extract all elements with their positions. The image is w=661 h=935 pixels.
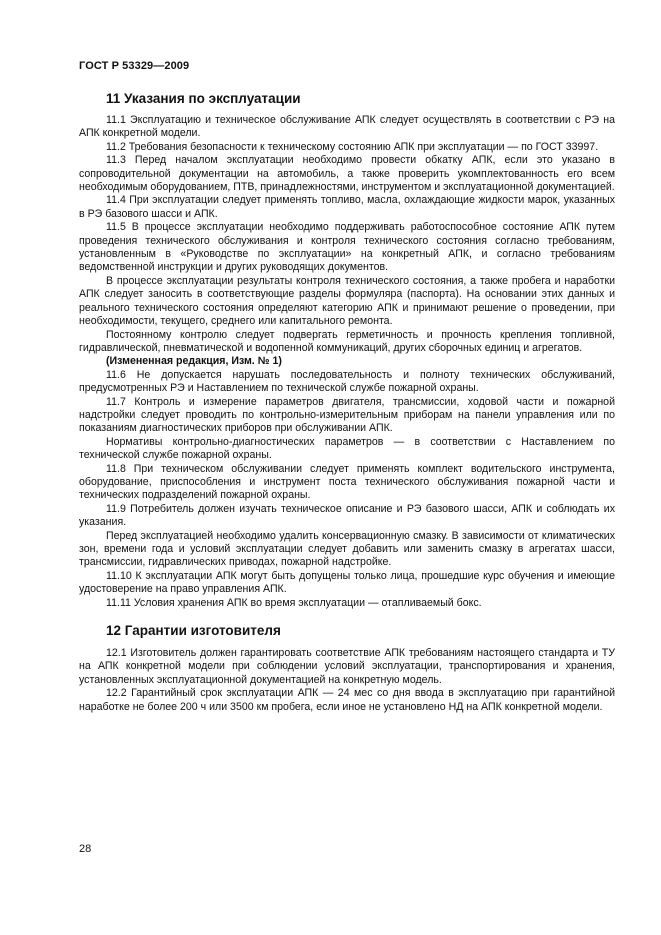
paragraph-11-6: 11.6 Не допускается нарушать последовательность и полноту технических обслуживаний, предусмотренных РЭ и Наставлением по технической службе пожарной охраны. <box>79 368 615 395</box>
paragraph-11-2: 11.2 Требования безопасности к техническому состоянию АПК при эксплуатации — по ГОСТ 33997. <box>106 140 599 153</box>
paragraph-11-9: 11.9 Потребитель должен изучать техническое описание и РЭ базового шасси, АПК и соблюдать их указания. <box>79 502 615 529</box>
paragraph-11-9-lubricant: Перед эксплуатацией необходимо удалить консервационную смазку. В зависимости от климатических зон, времени года и условий эксплуатации следует добавить или заменить смазку в агрегатах шасси, трансмиссии, гидравлических приводах, пожарной надстройке. <box>79 529 615 569</box>
paragraph-11-4: 11.4 При эксплуатации следует применять топливо, масла, охлаждающие жидкости марок, указанных в РЭ базового шасси и АПК. <box>79 194 615 220</box>
paragraph-11-7: 11.7 Контроль и измерение параметров двигателя, трансмиссии, ходовой части и пожарной надстройки следует проводить по контрольно-измерительным приборам на панели управления или по показаниям диагностических приборов при обслуживании АПК. <box>79 395 615 435</box>
paragraph-11-7-norms: Нормативы контрольно-диагностических параметров — в соответствии с Наставлением по технической службе пожарной охраны. <box>79 435 615 462</box>
document-code: ГОСТ Р 53329—2009 <box>79 60 190 72</box>
paragraph-11-1: 11.1 Эксплуатацию и техническое обслуживание АПК следует осуществлять в соответствии с РЭ на АПК конкретной модели. <box>79 114 615 140</box>
paragraph-12-1: 12.1 Изготовитель должен гарантировать соответствие АПК требованиям настоящего стандарта и ТУ на АПК конкретной модели при соблюдении условий эксплуатации, транспортирования и хранения, установленных эксплуатационной документацией на конкретную модель. <box>79 647 615 686</box>
paragraph-12-2: 12.2 Гарантийный срок эксплуатации АПК — 24 мес со дня ввода в эксплуатацию при гарантийной наработке не более 200 ч или 3500 км пробега, если иное не установлено НД на АПК конкретной модели. <box>79 687 615 713</box>
page-body <box>79 90 615 714</box>
section-11-title: 11 Указания по эксплуатации <box>106 91 301 106</box>
paragraph-11-11: 11.11 Условия хранения АПК во время эксплуатации — отапливаемый бокс. <box>106 596 482 609</box>
paragraph-11-8: 11.8 При техническом обслуживании следует применять комплект водительского инструмента, оборудование, приспособления и инструмент поста технического обслуживания пожарной части и технических подразделений пожарной охраны. <box>79 462 615 502</box>
amendment-note: (Измененная редакция, Изм. № 1) <box>106 355 282 368</box>
paragraph-11-5-records: В процессе эксплуатации результаты контроля технического состояния, а также пробега и наработки АПК следует заносить в соответствующие разделы формуляра (паспорта). На основании этих данных и реального технического состояния определяют категорию АПК и принимают решение о проведении, при необходимости, текущего, среднего или капитального ремонта. <box>79 274 615 328</box>
page-number: 28 <box>79 843 92 855</box>
paragraph-11-5: 11.5 В процессе эксплуатации необходимо поддерживать работоспособное состояние АПК путем проведения технического обслуживания и контроля технического состояния согласно требованиям, установленным в «Руководстве по эксплуатации» на конкретный АПК, и согласно требованиям ведомственной инструкции и других руководящих документов. <box>79 221 615 274</box>
paragraph-11-3: 11.3 Перед началом эксплуатации необходимо провести обкатку АПК, если это указано в сопроводительной документации на автомобиль, а также проверить укомплектованность его всем необходимым оборудованием, ПТВ, принадлежностями, инструментом и эксплуатационной документацией. <box>79 154 615 194</box>
paragraph-11-10: 11.10 К эксплуатации АПК могут быть допущены только лица, прошедшие курс обучения и имеющие удостоверение на право управления АПК. <box>79 569 615 596</box>
paragraph-11-5-control: Постоянному контролю следует подвергать герметичность и прочность крепления топливной, гидравлической, пневматической и водопенной коммуникаций, других сборочных единиц и агрегатов. <box>79 328 615 354</box>
section-12-title: 12 Гарантии изготовителя <box>106 623 281 639</box>
